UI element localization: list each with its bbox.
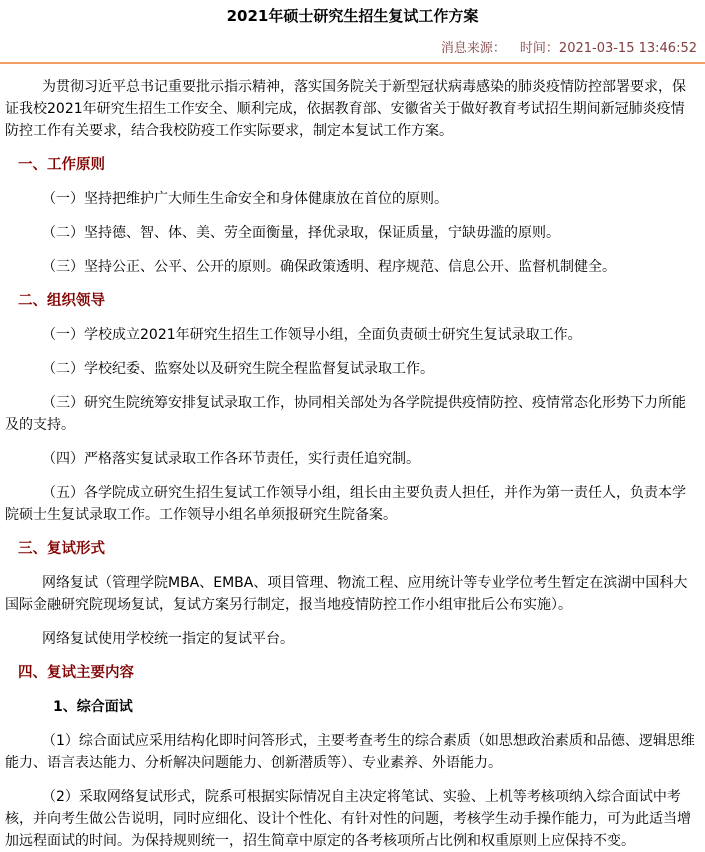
meta-source-label: 消息来源： [440,41,506,56]
section-4-item-1: （1）综合面试应采用结构化即时问答形式，主要考查考生的综合素质（如思想政治素质和品德、逻辑思维能力、语言表达能力、分析解决问题能力、创新潜质等）、专业素养、外语能力。 [5,733,695,771]
section-1-item-3: （三）坚持公正、公平、公开的原则。确保政策透明、程序规范、信息公开、监督机制健全。 [42,259,616,275]
section-3-paragraph-2: 网络复试使用学校统一指定的复试平台。 [42,631,294,647]
section-2-item-1: （一）学校成立2021年研究生招生工作领导小组，全面负责硕士研究生复试录取工作。 [42,327,582,343]
section-4-item-2: （2）采取网络复试形式，院系可根据实际情况自主决定将笔试、实验、上机等考核项纳入综合面试中考核，并向考生做公告说明，同时应细化、设计个性化、有针对性的问题，考核学生动手操作能力，可为此适当增加远程面试的时间。为保持规则统一，招生简章中原定的各考核项所占比例和权重原则上应保持不变。 [5,789,691,849]
divider-line [0,62,705,64]
section-1-heading: 一、工作原则 [18,157,105,173]
meta-time-value: 2021-03-15 13:46:52 [558,41,697,56]
section-2-item-3: （三）研究生院统筹安排复试录取工作，协同相关部处为各学院提供疫情防控、疫情常态化形势下力所能及的支持。 [5,395,686,433]
article-page [0,7,705,852]
page-title: 2021年硕士研究生招生复试工作方案 [226,7,479,25]
article-content [0,76,705,852]
section-2-item-5: （五）各学院成立研究生招生复试工作领导小组，组长由主要负责人担任，并作为第一责任人，负责本学院硕士生复试录取工作。工作领导小组名单须报研究生院备案。 [5,485,686,523]
section-2-item-4: （四）严格落实复试录取工作各环节责任，实行责任追究制。 [42,451,420,467]
intro-paragraph: 为贯彻习近平总书记重要批示指示精神，落实国务院关于新型冠状病毒感染的肺炎疫情防控部署要求，保证我校2021年研究生招生工作安全、顺利完成，依据教育部、安徽省关于做好教育考试招生期间新冠肺炎疫情防控工作有关要求，结合我校防疫工作实际要求，制定本复试工作方案。 [5,79,686,139]
section-3-paragraph-1: 网络复试（管理学院MBA、EMBA、项目管理、物流工程、应用统计等专业学位考生暂定在滨湖中国科大国际金融研究院现场复试，复试方案另行制定，报当地疫情防控工作小组审批后公布实施）。 [5,575,688,613]
section-2-item-2: （二）学校纪委、监察处以及研究生院全程监督复试录取工作。 [42,361,434,377]
meta-time-label: 时间： [519,41,559,56]
meta-line [8,42,697,56]
section-1-item-1: （一）坚持把维护广大师生生命安全和身体健康放在首位的原则。 [42,191,448,207]
section-1-item-2: （二）坚持德、智、体、美、劳全面衡量，择优录取，保证质量，宁缺毋滥的原则。 [42,225,560,241]
section-4-heading: 四、复试主要内容 [18,665,134,681]
section-2-heading: 二、组织领导 [18,293,105,309]
section-3-heading: 三、复试形式 [18,541,105,557]
section-4-subheading: 1、综合面试 [53,699,133,715]
